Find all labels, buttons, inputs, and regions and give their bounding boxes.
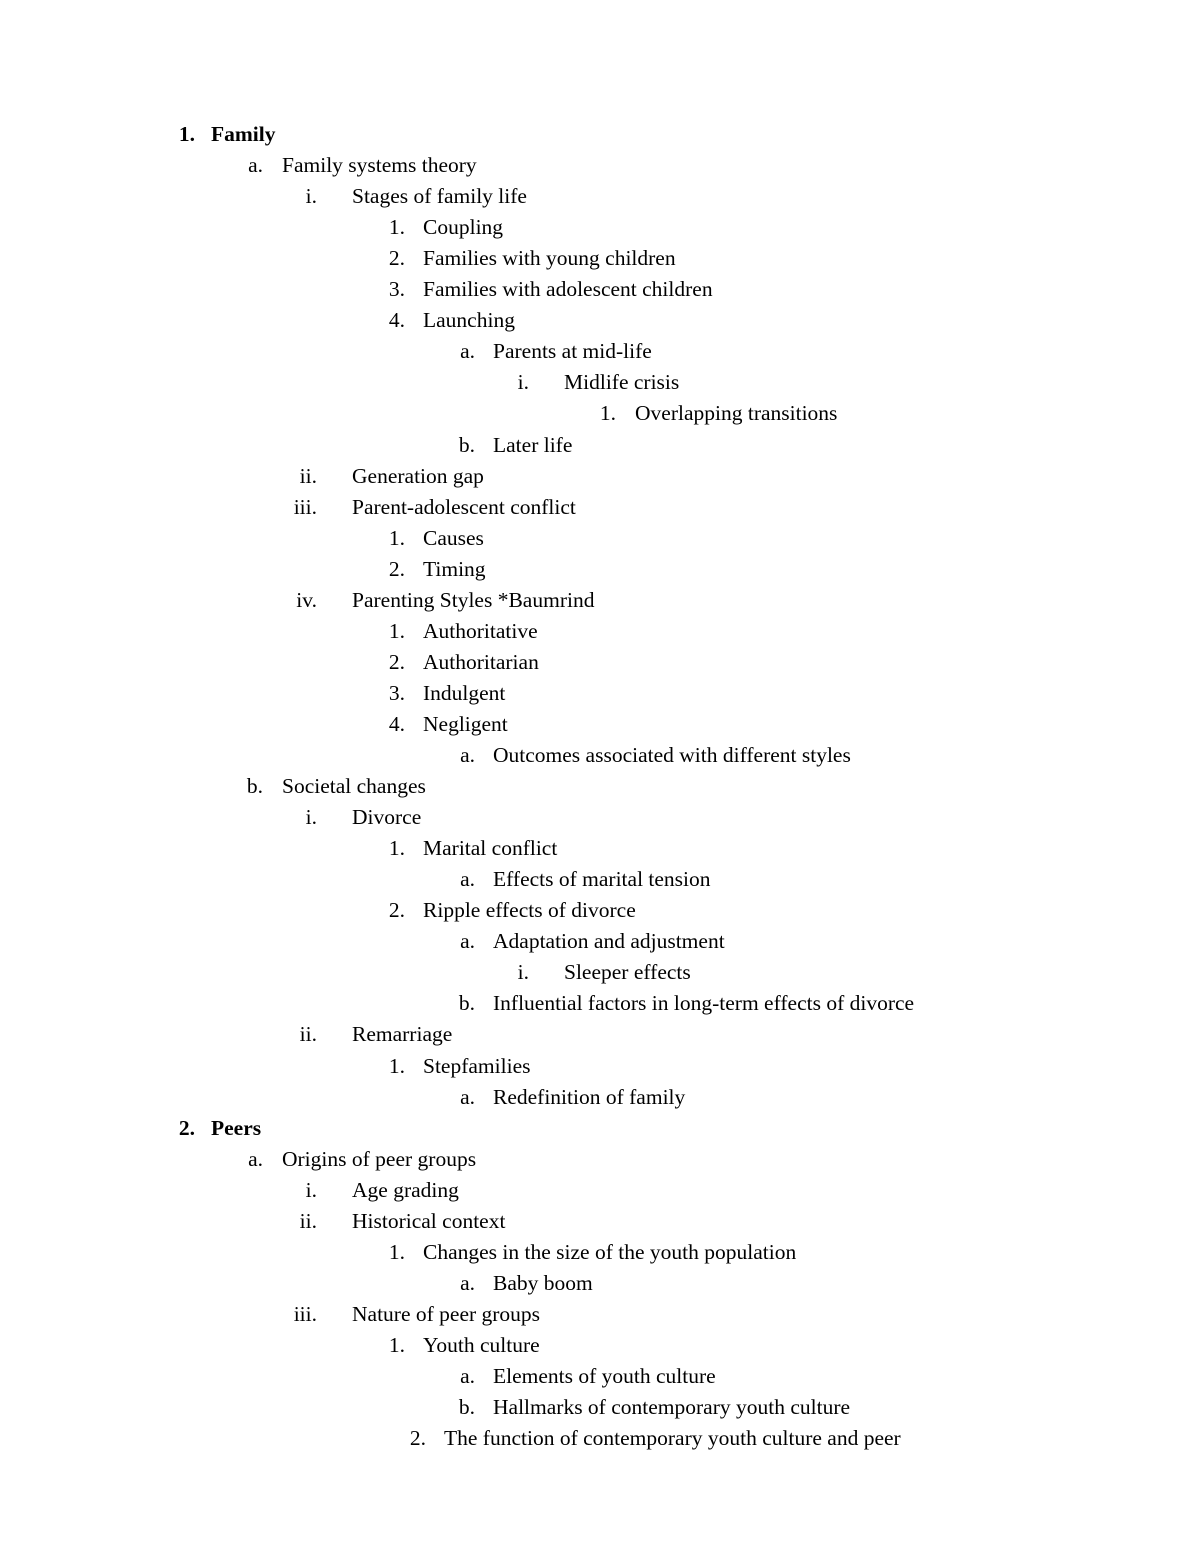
outline-item-level-5 [0, 369, 1200, 395]
outline-marker: 4. [388, 711, 405, 736]
outline-text: Adaptation and adjustment [493, 929, 725, 954]
outline-item-level-4 [0, 866, 1200, 892]
outline-text: Authoritarian [423, 649, 539, 674]
outline-text: Sleeper effects [564, 960, 691, 985]
outline-item-level-3 [0, 214, 1200, 240]
outline-marker: 2. [178, 1115, 195, 1140]
outline-item-level-3 [0, 276, 1200, 302]
outline-marker: a. [248, 1146, 263, 1171]
outline-marker: 1. [388, 1053, 405, 1078]
outline-item-level-3 [0, 649, 1200, 675]
outline-text: Later life [493, 432, 573, 457]
outline-item-level-3 [0, 618, 1200, 644]
outline-marker: 1. [388, 1332, 405, 1357]
outline-text: Stepfamilies [423, 1053, 531, 1078]
outline-text: Overlapping transitions [635, 401, 838, 426]
outline-text: Origins of peer groups [282, 1146, 477, 1171]
outline-marker: b. [246, 774, 263, 799]
outline-marker: iii. [293, 494, 317, 519]
outline-item-level-4 [0, 928, 1200, 954]
outline-text: Stages of family life [352, 184, 527, 209]
outline-item-level-1 [0, 773, 1200, 799]
outline-marker: a. [460, 1364, 475, 1388]
outline-text: Causes [423, 525, 484, 550]
outline-marker: 2. [388, 898, 405, 923]
outline-item-level-0 [0, 1115, 1200, 1141]
outline-marker: i. [517, 960, 529, 985]
outline-text: Effects of marital tension [493, 867, 711, 892]
outline-text: Youth culture [423, 1332, 540, 1357]
outline-item-level-3 [0, 680, 1200, 706]
outline-text: The function of contemporary youth culture and peer [444, 1426, 901, 1451]
outline-item-level-3 [0, 556, 1200, 582]
outline-text: Remarriage [352, 1022, 453, 1047]
outline-item-level-4 [0, 1084, 1200, 1110]
outline-marker: iv. [296, 587, 317, 612]
outline-text: Family [211, 122, 276, 146]
outline-item-level-2 [0, 1177, 1200, 1203]
outline-marker: 2. [409, 1426, 426, 1451]
outline-item-level-4 [0, 1270, 1200, 1296]
outline-text: Marital conflict [423, 836, 558, 861]
outline-marker: iii. [293, 1301, 317, 1326]
outline-marker: 1. [599, 401, 616, 426]
outline-marker: a. [460, 929, 475, 954]
outline-marker: ii. [299, 1022, 317, 1047]
outline-item-level-3 [0, 245, 1200, 271]
outline-marker: 1. [388, 215, 405, 240]
outline-text: Indulgent [423, 680, 506, 705]
outline-text: Families with young children [423, 246, 676, 271]
outline-text: Nature of peer groups [352, 1301, 541, 1326]
outline-text: Families with adolescent children [423, 277, 713, 302]
outline-marker: a. [460, 1084, 475, 1109]
outline-text: Launching [423, 308, 515, 333]
outline-marker: b. [458, 432, 475, 457]
outline-text: Coupling [423, 215, 504, 240]
outline-item-level-3 [0, 1332, 1200, 1358]
outline-item-level-2 [0, 463, 1200, 489]
outline-marker: i. [305, 1177, 317, 1202]
outline-marker: i. [305, 184, 317, 209]
outline-marker: 2. [388, 556, 405, 581]
outline-marker: 1. [388, 618, 405, 643]
outline-marker: a. [460, 339, 475, 364]
outline-item-level-2 [0, 494, 1200, 520]
outline-item-level-4 [0, 432, 1200, 458]
outline-item-level-4 [0, 990, 1200, 1016]
outline-marker: 1. [388, 836, 405, 861]
outline-text: Parenting Styles *Baumrind [352, 587, 595, 612]
outline-item-level-3 [0, 307, 1200, 333]
outline-marker: i. [305, 805, 317, 830]
outline-marker: 1. [388, 525, 405, 550]
outline-item-level-0 [0, 121, 1200, 147]
outline-marker: 4. [388, 308, 405, 333]
outline-text: Societal changes [282, 774, 426, 799]
outline-item-level-3 [0, 897, 1200, 923]
outline-marker: b. [458, 991, 475, 1016]
outline-item-level-3 [0, 525, 1200, 551]
outline-item-level-2 [0, 183, 1200, 209]
outline-item-level-4 [0, 742, 1200, 768]
outline-item-level-2 [0, 1208, 1200, 1234]
outline-marker: ii. [299, 463, 317, 488]
outline-text: Elements of youth culture [493, 1364, 716, 1388]
outline-text: Generation gap [352, 463, 484, 488]
outline-text: Historical context [352, 1208, 506, 1233]
outline-text: Parent-adolescent conflict [352, 494, 576, 519]
outline-item-level-2 [0, 804, 1200, 830]
outline-text: Age grading [352, 1177, 459, 1202]
outline-marker: a. [460, 743, 475, 767]
outline-text: Authoritative [423, 618, 538, 643]
outline-text: Parents at mid-life [493, 339, 652, 364]
outline-item-level-1 [0, 152, 1200, 178]
outline-item-level-3 [0, 835, 1200, 861]
outline-text: Timing [423, 556, 486, 581]
outline-item-level-3 [0, 711, 1200, 737]
outline-item-level-3 [0, 1425, 1200, 1451]
outline-marker: 3. [388, 277, 405, 302]
outline-marker: ii. [299, 1208, 317, 1233]
outline-text: Baby boom [493, 1270, 593, 1295]
outline-marker: 1. [388, 1239, 405, 1264]
outline-item-level-1 [0, 1146, 1200, 1172]
outline-item-level-2 [0, 587, 1200, 613]
outline-marker: b. [458, 1395, 475, 1420]
outline-item-level-4 [0, 1363, 1200, 1389]
outline-item-level-3 [0, 1053, 1200, 1079]
outline-item-level-6 [0, 400, 1200, 426]
outline-text: Changes in the size of the youth population [423, 1239, 797, 1264]
outline-item-level-2 [0, 1301, 1200, 1327]
outline-item-level-3 [0, 1239, 1200, 1265]
outline-marker: a. [460, 1270, 475, 1295]
outline-text: Midlife crisis [564, 370, 680, 395]
outline-text: Influential factors in long-term effects of divorce [493, 991, 915, 1016]
outline-text: Family systems theory [282, 153, 477, 178]
outline-marker: 2. [388, 649, 405, 674]
outline-text: Outcomes associated with different styles [493, 743, 851, 767]
outline-marker: 2. [388, 246, 405, 271]
outline-text: Peers [211, 1115, 262, 1140]
outline-text: Redefinition of family [493, 1084, 686, 1109]
outline-marker: 3. [388, 680, 405, 705]
outline-marker: 1. [178, 122, 195, 146]
outline-text: Negligent [423, 711, 508, 736]
outline-text: Hallmarks of contemporary youth culture [493, 1395, 851, 1420]
outline-item-level-5 [0, 959, 1200, 985]
outline-text: Ripple effects of divorce [423, 898, 636, 923]
outline-item-level-4 [0, 1394, 1200, 1420]
outline-item-level-2 [0, 1021, 1200, 1047]
outline-marker: a. [248, 153, 263, 178]
outline-item-level-4 [0, 338, 1200, 364]
outline-text: Divorce [352, 805, 422, 830]
outline-marker: i. [517, 370, 529, 395]
outline-marker: a. [460, 867, 475, 892]
